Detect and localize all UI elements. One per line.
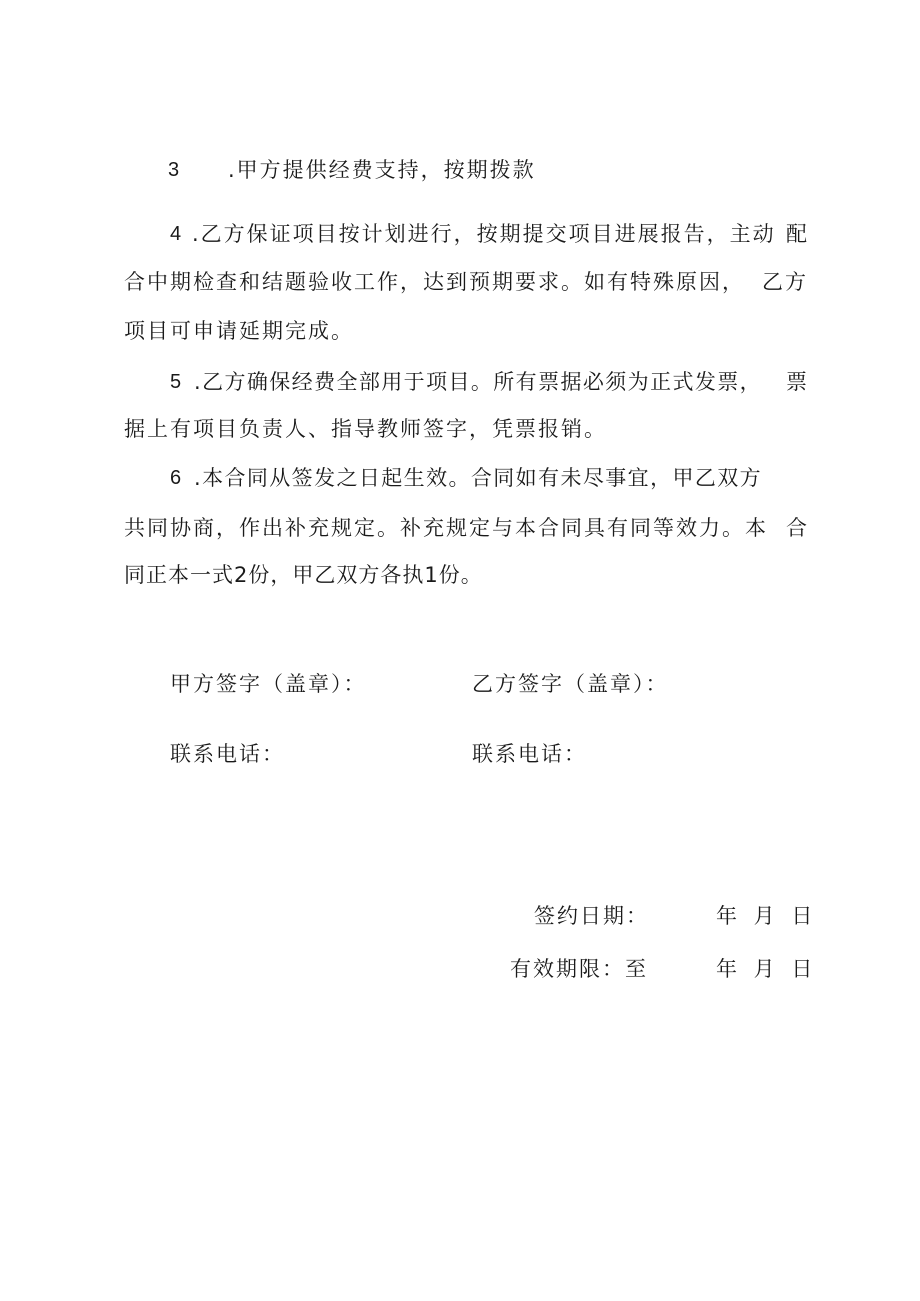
clause-6-line-2: 共同协商，作出补充规定。补充规定与本合同具有同等效力。本 [124, 516, 768, 540]
clause-6-line-1: .本合同从签发之日起生效。合同如有未尽事宜，甲乙双方 [194, 466, 763, 490]
valid-period-ymd: 年 月 日 [716, 957, 818, 981]
clause-3-line-1: .甲方提供经费支持，按期拨款 [228, 158, 536, 182]
clause-4-line-2: 合中期检查和结题验收工作，达到预期要求。如有特殊原因， [124, 270, 745, 294]
clause-5-line-1-tail: 票 [786, 370, 809, 394]
clause-6-line-2-tail: 合 [786, 516, 809, 540]
clause-6-line-3: 同正本一式2份，甲乙双方各执1份。 [124, 563, 483, 587]
sign-date-ymd: 年 月 日 [716, 904, 818, 928]
clause-4-line-1: .乙方保证项目按计划进行，按期提交项目进展报告，主动 [192, 222, 776, 246]
clause-4-line-1-tail: 配 [786, 222, 809, 246]
clause-6-number: 6 [170, 467, 182, 489]
clause-4-line-2-tail: 乙方 [762, 270, 808, 294]
sign-date-label: 签约日期： [534, 904, 649, 928]
party-a-signature-label: 甲方签字（盖章）： [170, 672, 367, 696]
party-a-phone-label: 联系电话： [170, 742, 285, 766]
clause-4-line-3: 项目可申请延期完成。 [124, 319, 354, 343]
clause-5-number: 5 [170, 371, 182, 393]
valid-period-label: 有效期限：至 [510, 957, 648, 981]
clause-5-line-1: .乙方确保经费全部用于项目。所有票据必须为正式发票， [194, 370, 763, 394]
clause-3-number: 3 [168, 159, 180, 181]
clause-5-line-2: 据上有项目负责人、指导教师签字，凭票报销。 [124, 417, 607, 441]
party-b-phone-label: 联系电话： [472, 742, 587, 766]
clause-4-number: 4 [170, 223, 182, 245]
party-b-signature-label: 乙方签字（盖章）： [472, 672, 669, 696]
